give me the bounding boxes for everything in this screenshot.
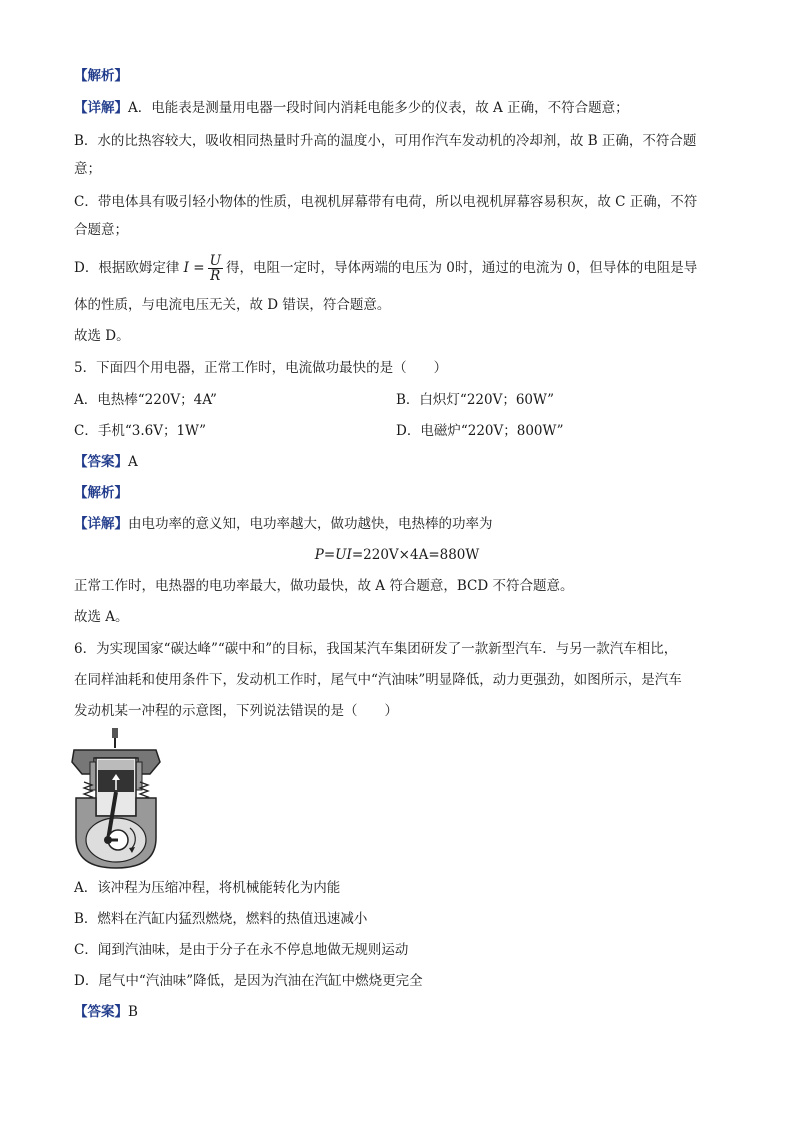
analysis-label: 【解析】: [74, 68, 128, 84]
formula-rest: =220V×4A=880W: [351, 547, 480, 563]
detail-line-d1: [74, 254, 697, 283]
ohm-numerator: U: [209, 253, 221, 269]
q5-option-c: C．手机“3.6V；1W”: [74, 423, 207, 439]
ohm-denominator: R: [210, 268, 221, 284]
detail-d-suffix: 得，电阻一定时，导体两端的电压为 0时，通过的电流为 0，但导体的电阻是导: [225, 260, 698, 276]
ohm-fraction: [208, 254, 223, 283]
formula-eq: =: [323, 547, 336, 563]
q6-stem-1: 6．为实现国家“碳达峰”“碳中和”的目标，我国某汽车集团研发了一款新型汽车．与另一款汽车相比，: [74, 641, 678, 657]
detail-d-prefix: D．根据欧姆定律: [74, 260, 180, 276]
detail-line-d2: 体的性质，与电流电压无关，故 D 错误，符合题意。: [74, 297, 391, 313]
q6-option-c: C．闻到汽油味，是由于分子在永不停息地做无规则运动: [74, 942, 409, 958]
power-formula: [0, 545, 794, 565]
q6-option-b: B．燃料在汽缸内猛烈燃烧，燃料的热值迅速减小: [74, 911, 368, 927]
choose-line-q5: 故选 A。: [74, 609, 129, 625]
q6-option-d: D．尾气中“汽油味”降低，是因为汽油在汽缸中燃烧更完全: [74, 973, 423, 989]
q6-answer-line: [74, 1002, 138, 1022]
q5-option-a: A．电热棒“220V；4A”: [74, 392, 217, 408]
q6-stem-2: 在同样油耗和使用条件下，发动机工作时，尾气中“汽油味”明显降低，动力更强劲，如图所示，是汽车: [74, 672, 682, 688]
q6-answer-label: 【答案】: [74, 1004, 128, 1020]
choose-line-q4: 故选 D。: [74, 328, 130, 344]
q5-option-d: D．电磁炉“220V；800W”: [396, 423, 564, 439]
ohm-formula-lhs: I =: [183, 260, 205, 276]
q5-detail-label: 【详解】: [74, 516, 128, 532]
detail-line-c1: C．带电体具有吸引轻小物体的性质，电视机屏幕带有电荷，所以电视机屏幕容易积灰，故 C 正确，不符: [74, 194, 698, 210]
detail-label: 【详解】: [74, 100, 128, 116]
engine-stroke-diagram: [68, 728, 164, 870]
q5-detail-line: [74, 514, 493, 534]
q5-detail-text: 由电功率的意义知，电功率越大，做功越快，电热棒的功率为: [128, 516, 493, 532]
q5-analysis-label: 【解析】: [74, 485, 128, 501]
q6-stem-3: 发动机某一冲程的示意图，下列说法错误的是（ ）: [74, 703, 398, 719]
formula-p: P: [314, 547, 324, 563]
q5-stem: 5．下面四个用电器，正常工作时，电流做功最快的是（ ）: [74, 360, 448, 376]
detail-line-a: [74, 98, 629, 118]
q5-answer-line: [74, 452, 138, 472]
answer-label: 【答案】: [74, 454, 128, 470]
detail-line-b2: 意；: [74, 161, 101, 177]
detail-line-c2: 合题意；: [74, 222, 128, 238]
formula-ui: UI: [335, 547, 352, 563]
q6-option-a: A．该冲程为压缩冲程，将机械能转化为内能: [74, 880, 341, 896]
q5-conclusion: 正常工作时，电热器的电功率最大，做功最快，故 A 符合题意，BCD 不符合题意。: [74, 578, 574, 594]
q6-answer: B: [128, 1004, 138, 1020]
q5-option-b: B．白炽灯“220V；60W”: [396, 392, 555, 408]
detail-line-b1: B．水的比热容较大，吸收相同热量时升高的温度小，可用作汽车发动机的冷却剂，故 B 正确，不符合题: [74, 133, 697, 149]
q5-answer: A: [128, 454, 138, 470]
detail-text-a: A．电能表是测量用电器一段时间内消耗电能多少的仪表，故 A 正确，不符合题意；: [128, 100, 629, 116]
